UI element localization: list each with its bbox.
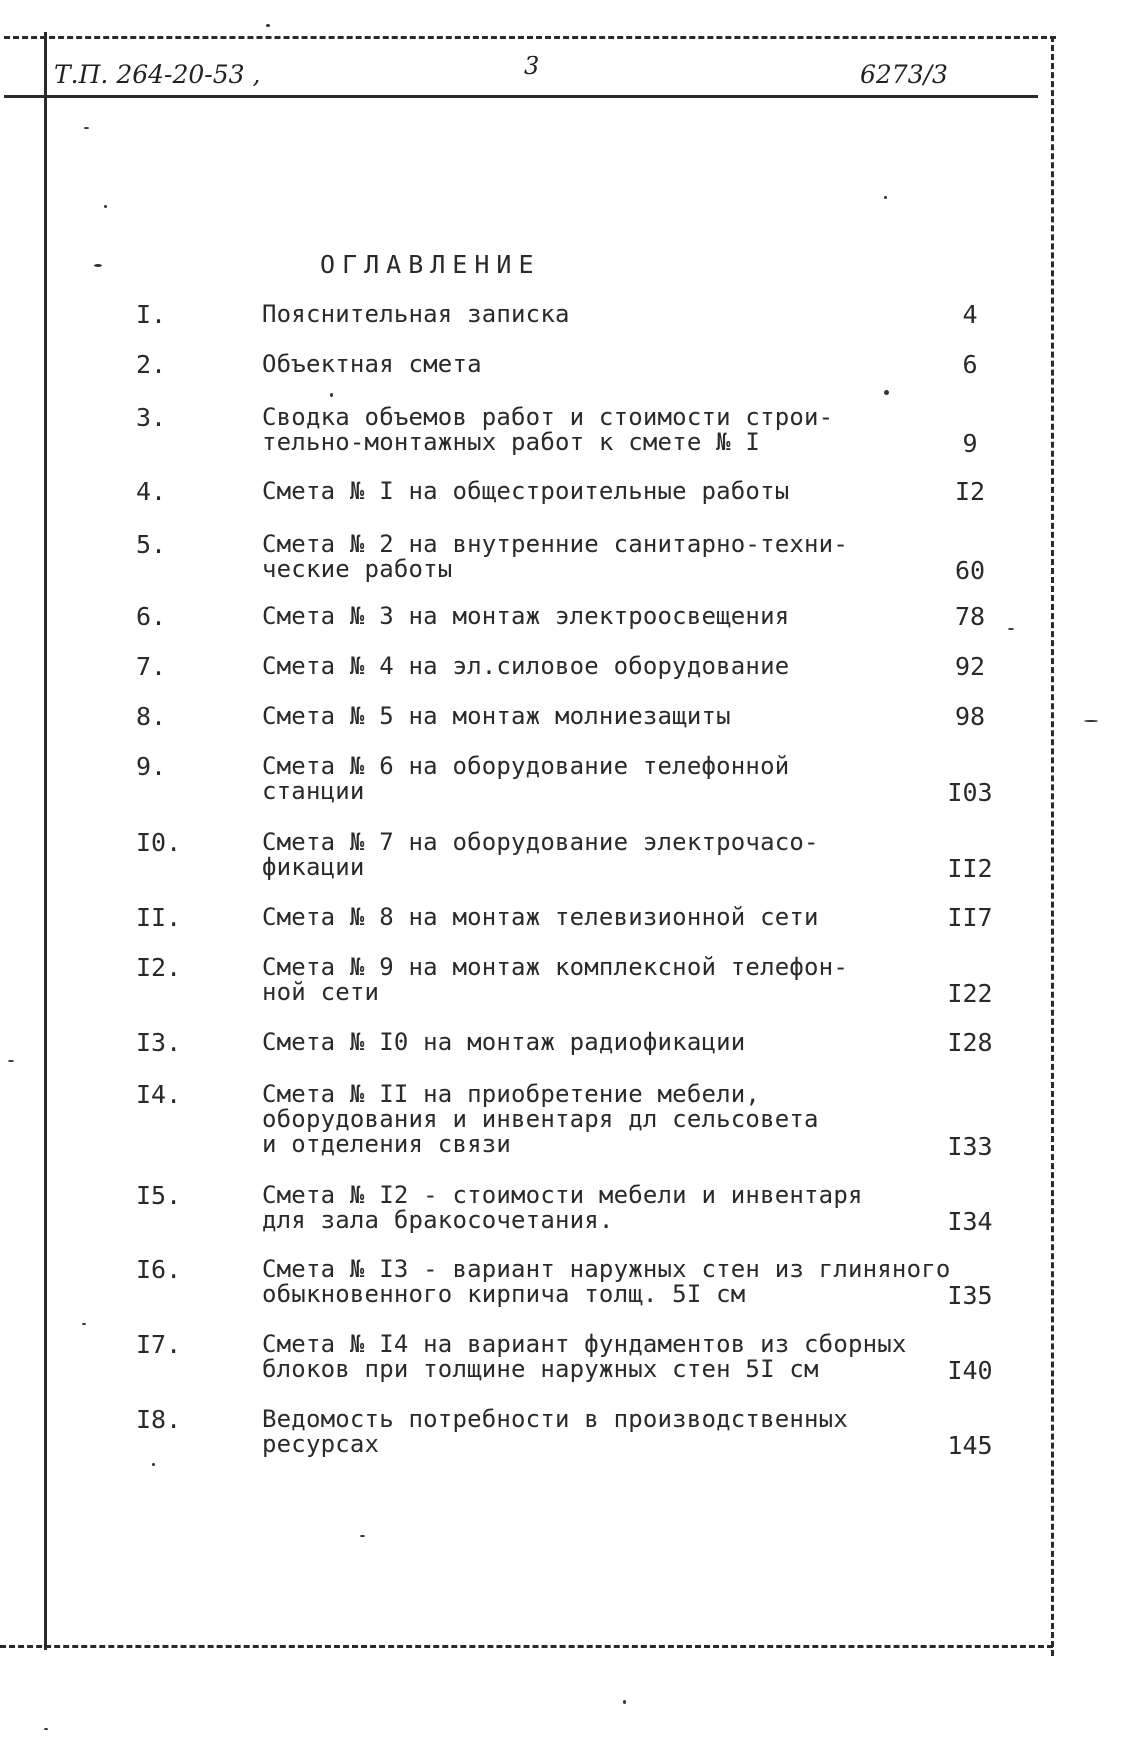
toc-entry-title: Смета № 9 на монтаж комплексной телефон- ной сети (262, 953, 848, 1006)
toc-entry-number: I6. (136, 1255, 182, 1284)
toc-entry-page: 4 (962, 300, 978, 329)
toc-entry-title: Смета № I4 на вариант фундаментов из сборных блоков при толщине наружных стен 5I см (262, 1330, 907, 1383)
toc-entry-page: I34 (947, 1207, 993, 1236)
toc-entry-title: Смета № 7 на оборудование электрочасо- фикации (262, 828, 819, 881)
toc-entry-title: Смета № 4 на эл.силовое оборудование (262, 652, 790, 680)
toc-entry-title: Смета № 3 на монтаж электроосвещения (262, 602, 790, 630)
frame-bottom-border (0, 1645, 1053, 1648)
header-divider (4, 95, 1038, 98)
toc-entry-title: Смета № I2 - стоимости мебели и инвентаря для зала бракосочетания. (262, 1181, 863, 1234)
toc-entry-title: Смета № 8 на монтаж телевизионной сети (262, 903, 819, 931)
toc-entry-page: I28 (947, 1028, 993, 1057)
toc-entry-number: 4. (136, 477, 167, 506)
toc-entry-page: 145 (947, 1431, 993, 1460)
toc-entry-title: Ведомость потребности в производственных ресурсах (262, 1405, 848, 1458)
toc-entry-title: Пояснительная записка (262, 300, 570, 328)
toc-entry-page: II7 (947, 903, 993, 932)
toc-entry-title: Смета № I3 - вариант наружных стен из глиняного обыкновенного кирпича толщ. 5I см (262, 1255, 951, 1308)
toc-entry-number: I5. (136, 1181, 182, 1210)
toc-entry-number: I2. (136, 953, 182, 982)
toc-entry-page: I40 (947, 1356, 993, 1385)
toc-entry-title: Сводка объемов работ и стоимости строи- тельно-монтажных работ к смете № I (262, 403, 834, 456)
header-document-number: 6273/3 (860, 60, 948, 89)
toc-entry-number: I3. (136, 1028, 182, 1057)
toc-title: ОГЛАВЛЕНИЕ (320, 250, 541, 279)
toc-entry-page: 60 (954, 556, 986, 585)
toc-entry-title: Смета № I0 на монтаж радиофикации (262, 1028, 746, 1056)
toc-entry-page: 92 (954, 652, 986, 681)
frame-top-border (4, 36, 1056, 39)
toc-entry-title: Смета № 6 на оборудование телефонной станции (262, 752, 790, 805)
toc-entry-page: 98 (954, 702, 986, 731)
toc-entry-page: I35 (947, 1281, 993, 1310)
toc-entry-page: I2 (954, 477, 986, 506)
frame-left-border (44, 32, 47, 1650)
header-project-code: Т.П. 264-20-53 , (54, 60, 261, 89)
toc-entry-number: I4. (136, 1080, 182, 1109)
toc-entry-page: 9 (962, 429, 978, 458)
frame-right-border (1051, 36, 1054, 1656)
toc-entry-number: 5. (136, 530, 167, 559)
toc-entry-page: 78 (954, 602, 986, 631)
toc-entry-page: 6 (962, 350, 978, 379)
toc-entry-number: 9. (136, 752, 167, 781)
toc-entry-number: I. (136, 300, 167, 329)
toc-entry-title: Смета № 2 на внутренние санитарно-техни- ческие работы (262, 530, 848, 583)
toc-entry-number: 2. (136, 350, 167, 379)
toc-entry-title: Смета № 5 на монтаж молниезащиты (262, 702, 731, 730)
toc-entry-title: Объектная смета (262, 350, 482, 378)
toc-entry-title: Смета № I на общестроительные работы (262, 477, 790, 505)
toc-entry-page: II2 (947, 854, 993, 883)
toc-entry-number: 3. (136, 403, 167, 432)
toc-entry-page: I33 (947, 1132, 993, 1161)
header-page-number: 3 (524, 52, 540, 80)
toc-entry-number: 8. (136, 702, 167, 731)
toc-entry-page: I03 (947, 778, 993, 807)
toc-entry-number: 7. (136, 652, 167, 681)
toc-entry-number: I0. (136, 828, 182, 857)
toc-entry-number: I8. (136, 1405, 182, 1434)
toc-entry-number: II. (136, 903, 182, 932)
toc-entry-number: 6. (136, 602, 167, 631)
toc-entry-number: I7. (136, 1330, 182, 1359)
toc-entry-page: I22 (947, 979, 993, 1008)
toc-entry-title: Смета № II на приобретение мебели, оборудования и инвентаря дл сельсовета и отделения связи (262, 1080, 819, 1158)
